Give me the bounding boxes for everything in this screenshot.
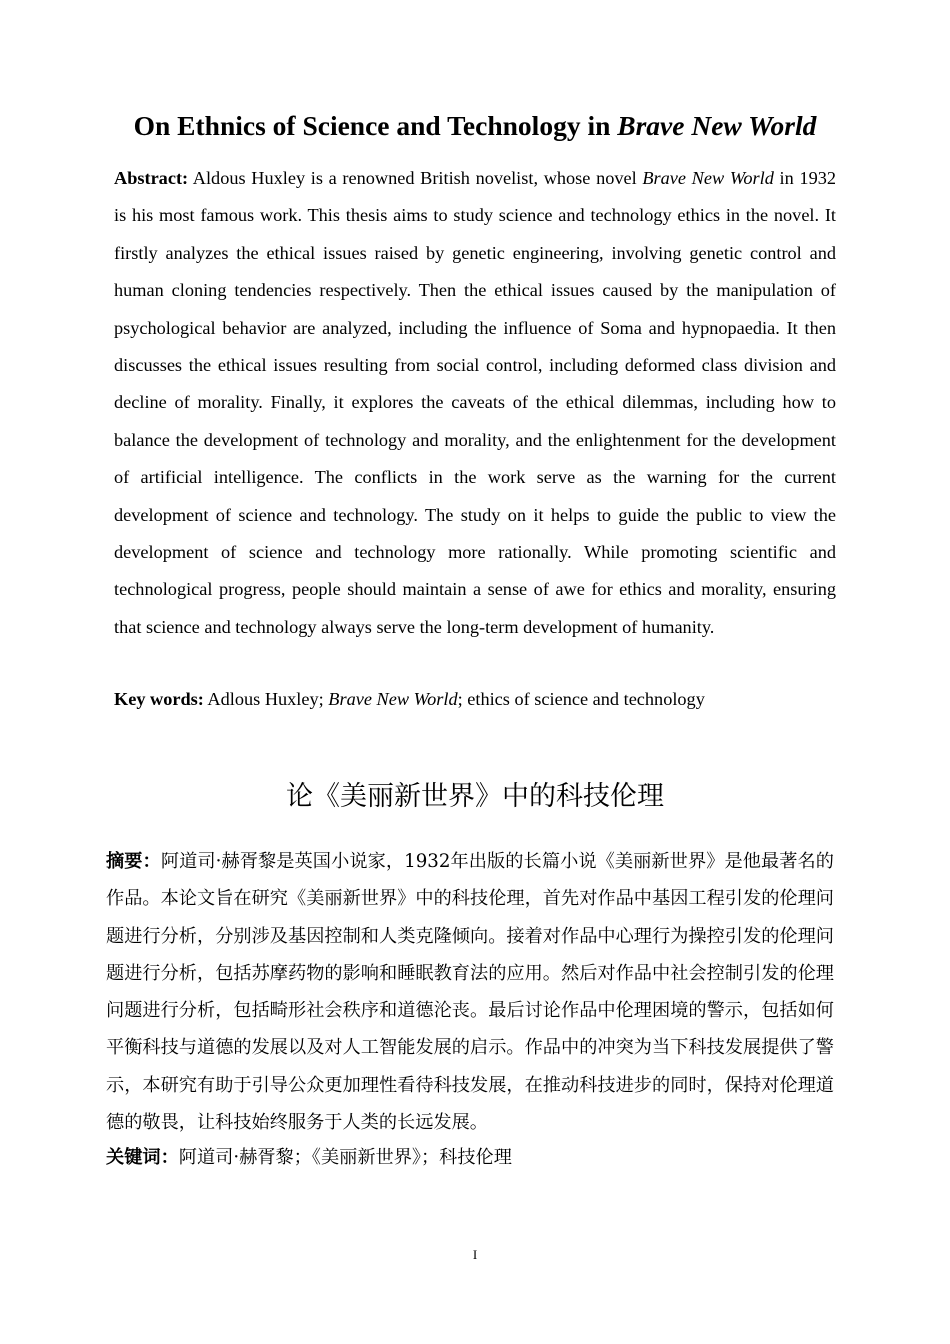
chinese-keywords-label: 关键词： (106, 1147, 179, 1168)
english-keywords-text-1: Adlous Huxley; (203, 689, 329, 709)
english-abstract-label: Abstract: (114, 168, 189, 188)
english-abstract-text-2: in 1932 is his most famous work. This thesis aims to study science and technology ethics in the novel. It firstly analyzes the ethical issues raised by genetic engineering, involving genetic control and human cloning tendencies respectively. Then the ethical issues caused by the manipulation of psychological behavior are analyzed, including the influence of Soma and hypnopaedia. It then discusses the ethical issues resulting from social control, including deformed class division and decline of morality. Finally, it explores the caveats of the ethical dilemmas, including how to balance the development of technology and morality, and the enlightenment for the development of artificial intelligence. The conflicts in the work serve as the warning for the current development of science and technology. The study on it helps to guide the public to view the development of science and technology more rationally. While promoting scientific and technological progress, people should maintain a sense of awe for ethics and morality, ensuring that science and technology always serve the long-term development of humanity. (114, 168, 836, 637)
english-keywords-novel-name: Brave New World (328, 689, 458, 709)
english-title (0, 106, 950, 146)
chinese-abstract-label: 摘要： (106, 851, 161, 872)
chinese-title: 论《美丽新世界》中的科技伦理 (286, 781, 664, 812)
page-number: I (472, 1247, 478, 1262)
english-abstract-novel-name: Brave New World (642, 168, 774, 188)
english-abstract-text-1: Aldous Huxley is a renowned British novelist, whose novel (188, 168, 643, 188)
english-keywords-label: Key words: (114, 689, 204, 709)
chinese-abstract (106, 843, 834, 1141)
english-title-novel-name: Brave New World (617, 110, 817, 141)
chinese-abstract-text: 阿道司·赫胥黎是英国小说家，1932年出版的长篇小说《美丽新世界》是他最著名的作品。本论文旨在研究《美丽新世界》中的科技伦理，首先对作品中基因工程引发的伦理问题进行分析，分别涉及基因控制和人类克隆倾向。接着对作品中心理行为操控引发的伦理问题进行分析，包括苏摩药物的影响和睡眠教育法的应用。然后对作品中社会控制引发的伦理问题进行分析，包括畸形社会秩序和道德沦丧。最后讨论作品中伦理困境的警示，包括如何平衡科技与道德的发展以及对人工智能发展的启示。作品中的冲突为当下科技发展提供了警示，本研究有助于引导公众更加理性看待科技发展，在推动科技进步的同时，保持对伦理道德的敬畏，让科技始终服务于人类的长远发展。 (106, 851, 834, 1134)
chinese-keywords-text: 阿道司·赫胥黎；《美丽新世界》；科技伦理 (178, 1147, 512, 1168)
chinese-keywords (106, 1143, 834, 1173)
english-keywords-text-2: ; ethics of science and technology (457, 689, 705, 709)
english-title-text: On Ethnics of Science and Technology in (133, 110, 618, 141)
english-keywords (114, 684, 836, 714)
english-abstract (114, 160, 836, 646)
